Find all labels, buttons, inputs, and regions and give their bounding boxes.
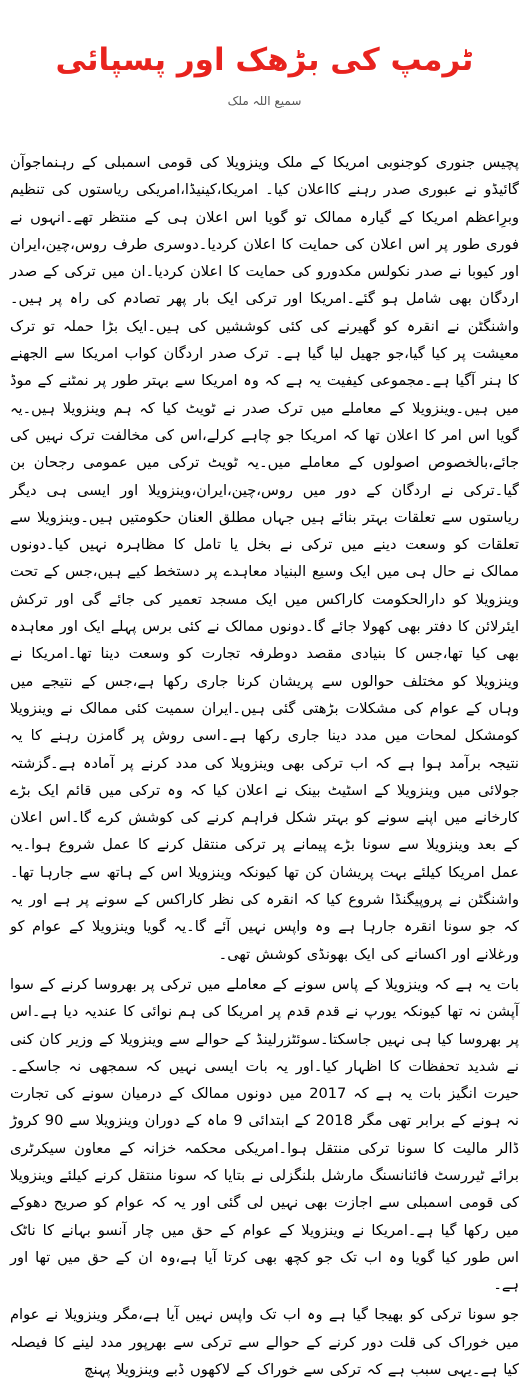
article-body xyxy=(10,149,519,1383)
article-paragraph: جو سونا ترکی کو بھیجا گیا ہے وہ اب تک واپس نہیں آیا ہے،مگر وینزویلا نے عوام میں خوراک کی قلت دور کرنے کے حوالے سے ترکی سے بھرپور مدد لینے کا فیصلہ کیا ہے۔یہی سبب ہے کہ ترکی سے خوراک کے لاکھوں ڈبے وینزویلا پہنچ xyxy=(10,1306,519,1379)
article-title: ٹرمپ کی بڑھک اور پسپائی xyxy=(55,42,474,78)
article-author: سمیع اللہ ملک xyxy=(227,94,302,108)
article-paragraph: بات یہ ہے کہ وینزویلا کے پاس سونے کے معاملے میں ترکی پر بھروسا کرنے کے سوا آپشن نہ تھا کیونکہ یورپ نے قدم قدم پر امریکا کی ہم نوائی کا عندیہ دیا ہے۔اس پر بھروسا کیا ہی نہیں جاسکتا۔سوئٹزرلینڈ کے حوالے سے وینزویلا کے وزیر کان کنی نے شدید تحفظات کا اظہار کیا۔اور یہ بات ایسی نہیں کہ سمجھی نہ جاسکے۔حیرت انگیز بات یہ ہے کہ 2017 میں دونوں ممالک کے درمیان سونے کی تجارت نہ ہونے کے برابر تھی مگر 2018 کے ابتدائی 9 ماہ کے دوران وینزویلا سے 90 کروڑ ڈالر مالیت کا سونا ترکی منتقل ہوا۔امریکی محکمہ خزانہ کے معاون سیکرٹری برائے ٹیررسٹ فائنانسنگ مارشل بلنگزلی نے بتایا کہ سونا منتقل کرنے کیلئے وینزویلا کی قومی اسمبلی سے اجازت بھی نہیں لی گئی اور یہ کہ عوام کو صریح دھوکے میں رکھا گیا ہے۔امریکا نے وینزویلا کے عوام کے حق میں چار آنسو بہانے کا ناٹک اس طور کیا گویا وہ اب تک جو کچھ بھی کرتا آیا ہے،وہ ان کے حق میں تھا اور ہے۔ xyxy=(10,975,519,1294)
article-paragraph: پچیس جنوری کوجنوبی امریکا کے ملک وینزویلا کی قومی اسمبلی کے رہنماجوآن گائیڈو نے عبوری صدر رہنے کااعلان کیا۔ امریکا،کینیڈا،امریکی ریاستوں کی تنظیم وبرِاعظم امریکا کے گیارہ ممالک تو گویا اس اعلان ہی کے منتظر تھے۔انہوں نے فوری طور پر اس اعلان کی حمایت کا اعلان کردیا۔دوسری طرف روس،چین،ایران اور کیوبا نے صدر نکولس مکدورو کی حمایت کا اعلان کردیا۔ان میں ترکی کے صدر اردگان بھی شامل ہو گئے۔امریکا اور ترکی ایک بار پھر تصادم کی راہ پر ہیں۔واشنگٹن نے انقرہ کو گھیرنے کی کئی کوششیں کی ہیں۔ایک بڑا حملہ تو ترک معیشت پر کیا گیا،جو جھیل لیا گیا ہے۔ ترک صدر اردگان کواب امریکا سے الجھنے کا ہنر آگیا ہے۔مجموعی کیفیت یہ ہے کہ وہ امریکا سے بہتر طور پر نمٹنے کے موڈ میں ہیں۔وینزویلا کے معاملے میں ترک صدر نے ٹویٹ کیا کہ ہم وینزویلا ہیں۔یہ گویا اس امر کا اعلان تھا کہ امریکا جو چاہے کرلے،اس کی مخالفت ترک نہیں کی جائے،بالخصوص اصولوں کے معاملے میں۔یہ ٹویٹ ترکی میں عمومی رجحان بن گیا۔ترکی نے اردگان کے دور میں روس،چین،ایران،وینزویلا اور ایسی ہی دیگر ریاستوں سے تعلقات بہتر بنائے ہیں جہاں مطلق العنان حکومتیں ہیں۔وینزویلا سے تعلقات کو وسعت دینے میں ترکی نے بخل یا تامل کا مظاہرہ نہیں کیا۔دونوں ممالک نے حال ہی میں ایک وسیع البنیاد معاہدے پر دستخط کیے ہیں،جس کے تحت وینزویلا کو دارالحکومت کاراکس میں ایک مسجد تعمیر کی جائے گی اور ترکش ایئرلائن کا دفتر بھی کھولا جائے گا۔دونوں ممالک نے کئی برس پہلے ایک اور معاہدہ بھی کیا تھا،جس کا بنیادی مقصد دوطرفہ تجارت کو وسعت دینا تھا۔امریکا نے وینزویلا کو مختلف حوالوں سے پریشان کرنا جاری رکھا ہے،جس کے نتیجے میں وہاں کے عوام کی مشکلات بڑھتی گئی ہیں۔ایران سمیت کئی ممالک نے وینزویلا کومشکل لمحات میں مدد دینا جاری رکھا ہے۔اسی روش پر گامزن رہنے کا یہ نتیجہ برآمد ہوا ہے کہ اب ترکی بھی وینزویلا کی مدد کرنے پر آمادہ ہے۔گزشتہ جولائی میں وینزویلا کے اسٹیٹ بینک نے اعلان کیا کہ وہ ترکی میں قائم ایک بڑے کارخانے میں اپنے سونے کو بہتر شکل فراہم کرنے کی کوشش کرے گا۔اس اعلان کے بعد وینزویلا سے سونا بڑے پیمانے پر ترکی منتقل کرنے کا عمل شروع ہوا۔یہ عمل امریکا کیلئے بہت پریشان کن تھا کیونکہ وینزویلا اس کے ہاتھ سے جارہا تھا۔واشنگٹن نے پروپیگنڈا شروع کیا کہ انقرہ کی نظر کاراکس کے سونے پر ہے اور یہ کہ جو سونا انقرہ جارہا ہے وہ واپس نہیں آئے گا۔یہ گویا وینزویلا کے عوام کو ورغلانے اور اکسانے کی ایک بھونڈی کوشش تھی۔ xyxy=(10,154,519,963)
